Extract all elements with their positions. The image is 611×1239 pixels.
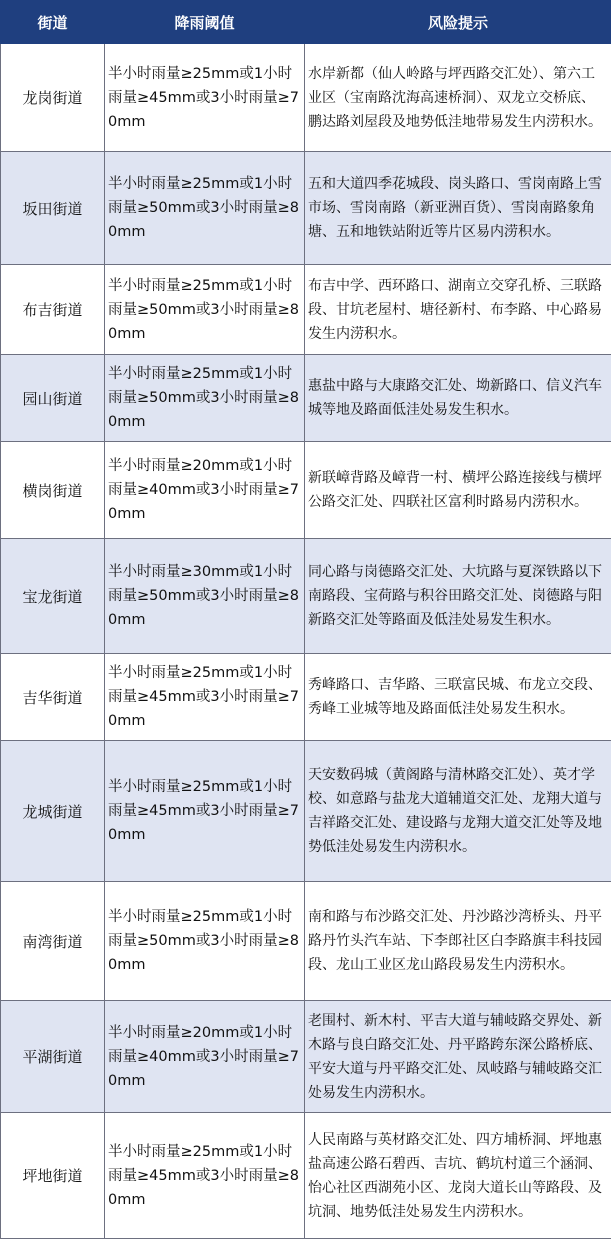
table-header <box>1 1 611 44</box>
table-row <box>1 1001 611 1113</box>
table-row <box>1 265 611 355</box>
threshold-cell: 半小时雨量≥25mm或1小时雨量≥50mm或3小时雨量≥80mm <box>105 265 305 355</box>
threshold-cell: 半小时雨量≥25mm或1小时雨量≥50mm或3小时雨量≥80mm <box>105 355 305 442</box>
risk-cell: 老围村、新木村、平吉大道与辅岐路交界处、新木路与良白路交汇处、丹平路跨东深公路桥底、平安大道与丹平路交汇处、凤岐路与辅岐路交汇处易发生内涝积水。 <box>305 1001 611 1113</box>
district-cell: 南湾街道 <box>1 882 105 1001</box>
table-body <box>1 44 611 1239</box>
district-cell: 宝龙街道 <box>1 539 105 654</box>
table-row <box>1 741 611 882</box>
risk-cell: 惠盐中路与大康路交汇处、坳新路口、信义汽车城等地及路面低洼处易发生积水。 <box>305 355 611 442</box>
table-row <box>1 442 611 539</box>
header-threshold: 降雨阈值 <box>105 1 305 44</box>
threshold-cell: 半小时雨量≥25mm或1小时雨量≥45mm或3小时雨量≥80mm <box>105 1113 305 1239</box>
risk-cell: 天安数码城（黄阁路与清林路交汇处）、英才学校、如意路与盐龙大道辅道交汇处、龙翔大道与吉祥路交汇处、建设路与龙翔大道交汇处等及地势低洼处易发生内涝积水。 <box>305 741 611 882</box>
district-cell: 布吉街道 <box>1 265 105 355</box>
risk-cell: 新联嶂背路及嶂背一村、横坪公路连接线与横坪公路交汇处、四联社区富利时路易内涝积水。 <box>305 442 611 539</box>
threshold-cell: 半小时雨量≥20mm或1小时雨量≥40mm或3小时雨量≥70mm <box>105 442 305 539</box>
district-cell: 园山街道 <box>1 355 105 442</box>
risk-cell: 秀峰路口、吉华路、三联富民城、布龙立交段、秀峰工业城等地及路面低洼处易发生积水。 <box>305 654 611 741</box>
table-row <box>1 152 611 265</box>
table-row <box>1 539 611 654</box>
threshold-cell: 半小时雨量≥25mm或1小时雨量≥45mm或3小时雨量≥70mm <box>105 44 305 152</box>
district-cell: 坂田街道 <box>1 152 105 265</box>
risk-cell: 水岸新都（仙人岭路与坪西路交汇处）、第六工业区（宝南路沈海高速桥洞）、双龙立交桥底、鹏达路刘屋段及地势低洼地带易发生内涝积水。 <box>305 44 611 152</box>
threshold-cell: 半小时雨量≥25mm或1小时雨量≥45mm或3小时雨量≥70mm <box>105 654 305 741</box>
risk-cell: 布吉中学、西环路口、湖南立交穿孔桥、三联路段、甘坑老屋村、塘径新村、布李路、中心路易发生内涝积水。 <box>305 265 611 355</box>
table-row <box>1 355 611 442</box>
threshold-cell: 半小时雨量≥30mm或1小时雨量≥50mm或3小时雨量≥80mm <box>105 539 305 654</box>
threshold-cell: 半小时雨量≥25mm或1小时雨量≥45mm或3小时雨量≥70mm <box>105 741 305 882</box>
table-row <box>1 882 611 1001</box>
table-row <box>1 44 611 152</box>
threshold-cell: 半小时雨量≥25mm或1小时雨量≥50mm或3小时雨量≥80mm <box>105 152 305 265</box>
district-cell: 吉华街道 <box>1 654 105 741</box>
table-row <box>1 654 611 741</box>
district-cell: 龙城街道 <box>1 741 105 882</box>
risk-cell: 南和路与布沙路交汇处、丹沙路沙湾桥头、丹平路丹竹头汽车站、下李郎社区白李路旗丰科技园段、龙山工业区龙山路段易发生内涝积水。 <box>305 882 611 1001</box>
district-cell: 龙岗街道 <box>1 44 105 152</box>
table-row <box>1 1113 611 1239</box>
header-district: 街道 <box>1 1 105 44</box>
threshold-cell: 半小时雨量≥25mm或1小时雨量≥50mm或3小时雨量≥80mm <box>105 882 305 1001</box>
district-cell: 平湖街道 <box>1 1001 105 1113</box>
threshold-cell: 半小时雨量≥20mm或1小时雨量≥40mm或3小时雨量≥70mm <box>105 1001 305 1113</box>
header-risk: 风险提示 <box>305 1 611 44</box>
district-cell: 坪地街道 <box>1 1113 105 1239</box>
header-row <box>1 1 611 44</box>
risk-cell: 同心路与岗德路交汇处、大坑路与夏深铁路以下南路段、宝荷路与积谷田路交汇处、岗德路与阳新路交汇处等路面及低洼处易发生积水。 <box>305 539 611 654</box>
risk-cell: 人民南路与英材路交汇处、四方埔桥洞、坪地惠盐高速公路石碧西、吉坑、鹤坑村道三个涵洞、怡心社区西湖苑小区、龙岗大道长山等路段、及坑洞、地势低洼处易发生内涝积水。 <box>305 1113 611 1239</box>
district-cell: 横岗街道 <box>1 442 105 539</box>
risk-cell: 五和大道四季花城段、岗头路口、雪岗南路上雪市场、雪岗南路（新亚洲百货）、雪岗南路象角塘、五和地铁站附近等片区易内涝积水。 <box>305 152 611 265</box>
